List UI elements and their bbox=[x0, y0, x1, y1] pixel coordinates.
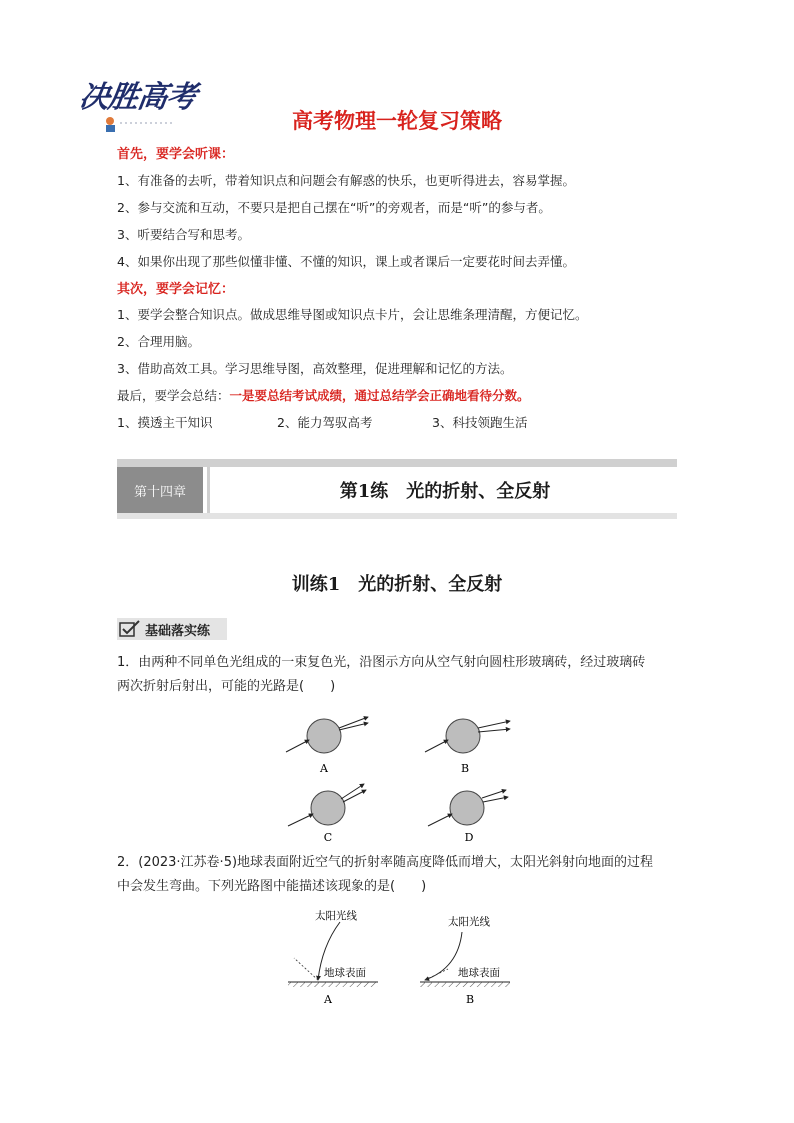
chapter-label: 第十四章 bbox=[117, 467, 203, 513]
option-label: B bbox=[460, 762, 470, 775]
question-1-line-2: 两次折射后射出，可能的光路是( ) bbox=[117, 679, 336, 694]
chapter-bar-top-rule bbox=[117, 459, 677, 467]
sun-ray-label: 太阳光线 bbox=[315, 910, 357, 922]
ground-label: 地球表面 bbox=[324, 967, 366, 979]
memory-item: 2、合理用脑。 bbox=[117, 334, 200, 349]
basic-section-bar bbox=[117, 618, 227, 640]
listen-item: 2、参与交流和互动，不要只是把自己摆在“听”的旁观者，而是“听”的参与者。 bbox=[117, 200, 551, 215]
summary-line bbox=[117, 386, 530, 404]
summary-prefix: 最后，要学会总结： bbox=[117, 388, 230, 403]
page-title: 高考物理一轮复习策略 bbox=[292, 109, 502, 133]
option-label: A bbox=[320, 762, 328, 775]
chapter-bar bbox=[117, 459, 677, 519]
option-a-diagram bbox=[288, 909, 378, 1006]
summary-highlight: 一是要总结考试成绩，通过总结学会正确地看待分数。 bbox=[229, 388, 530, 403]
option-label: A bbox=[324, 993, 332, 1006]
option-c-diagram bbox=[288, 784, 366, 826]
option-b-diagram bbox=[420, 915, 510, 1006]
question-1-figure bbox=[280, 708, 520, 848]
option-label: C bbox=[323, 831, 333, 844]
logo-text: 决胜高考 bbox=[77, 80, 198, 115]
section-heading-listen: 首先，要学会听课： bbox=[117, 147, 235, 162]
option-label: D bbox=[464, 831, 474, 844]
listen-item: 3、听要结合写和思考。 bbox=[117, 227, 250, 242]
question-2-line-2: 中会发生弯曲。下列光路图中能描述该现象的是( ) bbox=[117, 879, 427, 894]
option-b-diagram bbox=[425, 719, 510, 753]
question-1 bbox=[117, 651, 682, 699]
final-item: 3、科技领跑生活 bbox=[432, 415, 528, 430]
checklist-icon bbox=[119, 620, 141, 638]
question-2-line-1: 2．(2023·江苏卷·5)地球表面附近空气的折射率随高度降低而增大，太阳光斜射向地面的过程 bbox=[117, 855, 654, 870]
memory-item: 1、要学会整合知识点。做成思维导图或知识点卡片，会让思维条理清醒，方便记忆。 bbox=[117, 307, 588, 322]
listen-item: 4、如果你出现了那些似懂非懂、不懂的知识，课上或者课后一定要花时间去弄懂。 bbox=[117, 254, 575, 269]
basic-section-label: 基础落实练 bbox=[145, 623, 211, 639]
chapter-title: 第1练 光的折射、全反射 bbox=[207, 467, 680, 513]
option-label: B bbox=[465, 993, 475, 1006]
question-2-figure bbox=[282, 906, 522, 1008]
section-heading-memory: 其次，要学会记忆： bbox=[117, 282, 235, 297]
training-title: 训练1 光的折射、全反射 bbox=[291, 574, 503, 595]
listen-item: 1、有准备的去听，带着知识点和问题会有解惑的快乐，也更听得进去，容易掌握。 bbox=[117, 173, 575, 188]
final-item: 1、摸透主干知识 bbox=[117, 415, 213, 430]
chapter-bar-bottom-rule bbox=[117, 513, 677, 519]
question-1-line-1: 1．由两种不同单色光组成的一束复色光，沿图示方向从空气射向圆柱形玻璃砖，经过玻璃砖 bbox=[117, 655, 646, 670]
ground-label: 地球表面 bbox=[458, 967, 500, 979]
sun-ray-label: 太阳光线 bbox=[448, 916, 490, 928]
memory-item: 3、借助高效工具。学习思维导图，高效整理，促进理解和记忆的方法。 bbox=[117, 361, 513, 376]
final-item: 2、能力驾驭高考 bbox=[277, 415, 373, 430]
option-d-diagram bbox=[428, 790, 508, 826]
option-a-diagram bbox=[286, 717, 368, 753]
question-2 bbox=[117, 851, 682, 899]
